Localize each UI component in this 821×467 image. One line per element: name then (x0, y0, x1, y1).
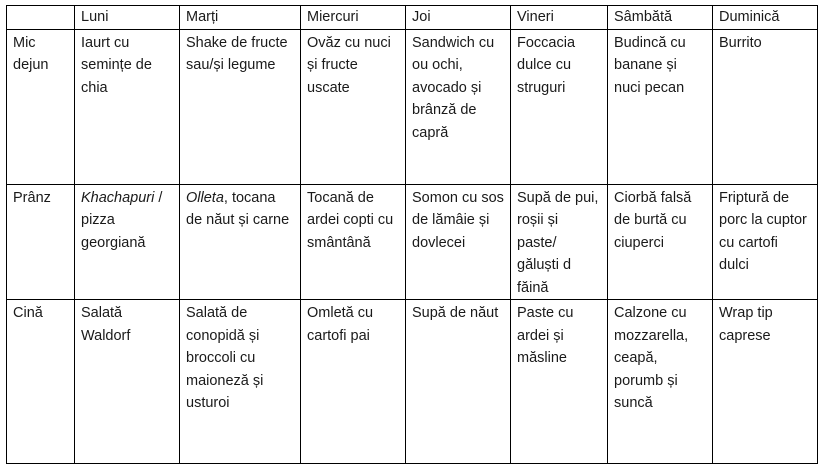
meal-cell[interactable]: Budincă cu banane și nuci pecan (608, 29, 713, 184)
meal-cell[interactable]: Paste cu ardei și măsline (511, 300, 608, 464)
corner-cell (7, 6, 75, 30)
meal-label: Prânz (7, 184, 75, 300)
day-header: Vineri (511, 6, 608, 30)
day-header: Luni (75, 6, 180, 30)
meal-cell[interactable]: Ovăz cu nuci și fructe uscate (301, 29, 406, 184)
table-row-breakfast (7, 29, 818, 184)
meal-cell[interactable] (75, 184, 180, 300)
meal-cell[interactable]: Supă de pui, roșii și paste/ găluști d făină (511, 184, 608, 300)
meal-cell[interactable]: Omletă cu cartofi pai (301, 300, 406, 464)
meal-cell[interactable]: Supă de năut (406, 300, 511, 464)
meal-cell[interactable]: Wrap tip caprese (713, 300, 818, 464)
day-header: Joi (406, 6, 511, 30)
meal-cell[interactable]: Foccacia dulce cu struguri (511, 29, 608, 184)
header-row (7, 6, 818, 30)
meal-plan-table (6, 5, 818, 464)
dish-description: , tocana de năut și carne (186, 189, 290, 228)
day-header: Marți (180, 6, 301, 30)
table-row-dinner (7, 300, 818, 464)
meal-cell[interactable]: Ciorbă falsă de burtă cu ciuperci (608, 184, 713, 300)
day-header: Duminică (713, 6, 818, 30)
dish-name-italic: Khachapuri (81, 189, 155, 206)
meal-label: Cină (7, 300, 75, 464)
meal-cell[interactable]: Salată de conopidă și broccoli cu maioneză și usturoi (180, 300, 301, 464)
meal-cell[interactable]: Salată Waldorf (75, 300, 180, 464)
day-header: Miercuri (301, 6, 406, 30)
meal-cell[interactable] (180, 184, 301, 300)
meal-label: Mic dejun (7, 29, 75, 184)
meal-cell[interactable]: Calzone cu mozzarella, ceapă, porumb și suncă (608, 300, 713, 464)
meal-cell[interactable]: Shake de fructe sau/și legume (180, 29, 301, 184)
meal-cell[interactable]: Tocană de ardei copti cu smântână (301, 184, 406, 300)
meal-cell[interactable]: Iaurt cu semințe de chia (75, 29, 180, 184)
table-row-lunch (7, 184, 818, 300)
meal-cell[interactable]: Somon cu sos de lămâie și dovlecei (406, 184, 511, 300)
dish-name-italic: Olleta (186, 189, 224, 206)
meal-cell[interactable]: Burrito (713, 29, 818, 184)
meal-cell[interactable]: Friptură de porc la cuptor cu cartofi dulci (713, 184, 818, 300)
meal-cell[interactable]: Sandwich cu ou ochi, avocado și brânză de capră (406, 29, 511, 184)
day-header: Sâmbătă (608, 6, 713, 30)
dish-description: / pizza georgiană (81, 189, 163, 251)
